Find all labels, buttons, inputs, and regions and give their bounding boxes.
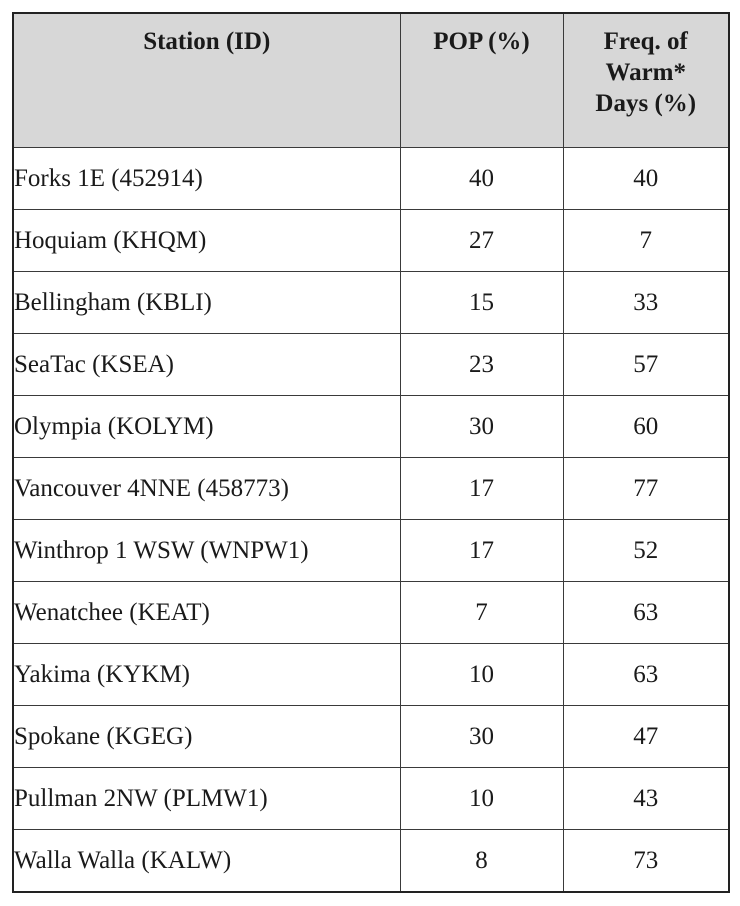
pop-cell: 15 xyxy=(400,272,563,334)
station-cell: Forks 1E (452914) xyxy=(13,148,400,210)
table-row xyxy=(13,830,729,893)
station-cell: Walla Walla (KALW) xyxy=(13,830,400,893)
pop-cell: 40 xyxy=(400,148,563,210)
pop-cell: 30 xyxy=(400,706,563,768)
station-cell: Yakima (KYKM) xyxy=(13,644,400,706)
pop-cell: 23 xyxy=(400,334,563,396)
pop-cell: 17 xyxy=(400,520,563,582)
station-cell: Spokane (KGEG) xyxy=(13,706,400,768)
header-warm-line3: Days (%) xyxy=(595,90,697,117)
warm-days-cell: 40 xyxy=(563,148,729,210)
header-pop: POP (%) xyxy=(400,13,563,148)
station-cell: Bellingham (KBLI) xyxy=(13,272,400,334)
pop-cell: 8 xyxy=(400,830,563,893)
warm-days-cell: 57 xyxy=(563,334,729,396)
warm-days-cell: 47 xyxy=(563,706,729,768)
table-row xyxy=(13,706,729,768)
station-cell: Hoquiam (KHQM) xyxy=(13,210,400,272)
table-row xyxy=(13,148,729,210)
station-cell: Vancouver 4NNE (458773) xyxy=(13,458,400,520)
table-row xyxy=(13,396,729,458)
station-cell: Winthrop 1 WSW (WNPW1) xyxy=(13,520,400,582)
header-row xyxy=(13,13,729,148)
warm-days-cell: 52 xyxy=(563,520,729,582)
station-cell: Wenatchee (KEAT) xyxy=(13,582,400,644)
warm-days-cell: 7 xyxy=(563,210,729,272)
table-row xyxy=(13,458,729,520)
station-cell: Olympia (KOLYM) xyxy=(13,396,400,458)
pop-cell: 10 xyxy=(400,768,563,830)
station-cell: SeaTac (KSEA) xyxy=(13,334,400,396)
header-warm-line2: Warm* xyxy=(605,59,687,86)
header-warm-line1: Freq. of xyxy=(603,28,688,55)
pop-cell: 27 xyxy=(400,210,563,272)
station-table xyxy=(12,12,730,893)
warm-days-cell: 63 xyxy=(563,582,729,644)
table-row xyxy=(13,520,729,582)
station-cell: Pullman 2NW (PLMW1) xyxy=(13,768,400,830)
warm-days-cell: 60 xyxy=(563,396,729,458)
warm-days-cell: 33 xyxy=(563,272,729,334)
warm-days-cell: 77 xyxy=(563,458,729,520)
pop-cell: 30 xyxy=(400,396,563,458)
table-row xyxy=(13,768,729,830)
table-row xyxy=(13,334,729,396)
table-row xyxy=(13,582,729,644)
pop-cell: 10 xyxy=(400,644,563,706)
warm-days-cell: 63 xyxy=(563,644,729,706)
table-row xyxy=(13,644,729,706)
warm-days-cell: 43 xyxy=(563,768,729,830)
warm-days-cell: 73 xyxy=(563,830,729,893)
pop-cell: 7 xyxy=(400,582,563,644)
table-row xyxy=(13,272,729,334)
table-row xyxy=(13,210,729,272)
header-warm-days xyxy=(563,13,729,148)
table-header xyxy=(13,13,729,148)
header-station: Station (ID) xyxy=(13,13,400,148)
pop-cell: 17 xyxy=(400,458,563,520)
table-body xyxy=(13,148,729,893)
